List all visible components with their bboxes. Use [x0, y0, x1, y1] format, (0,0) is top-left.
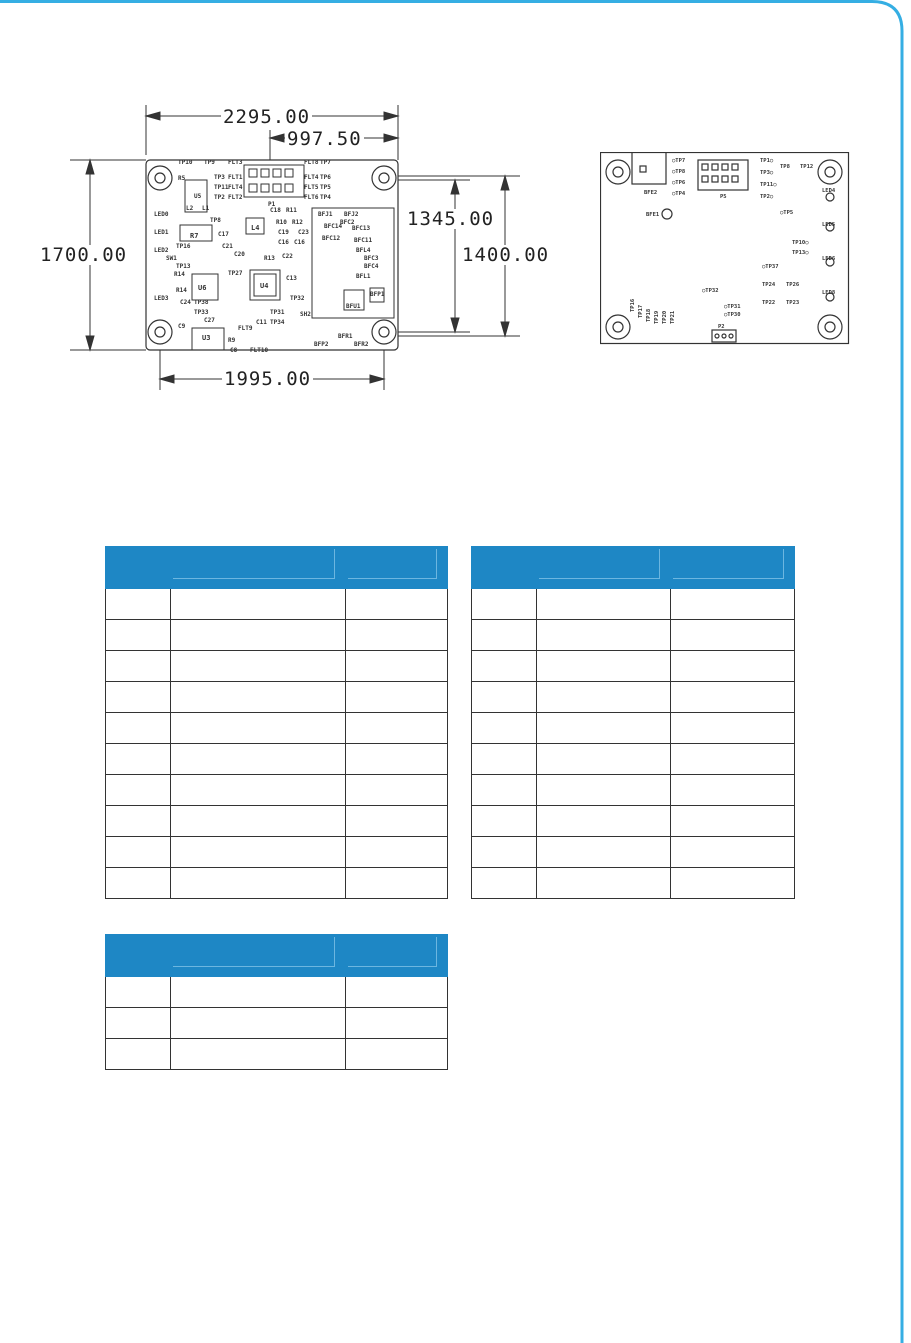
svg-text:BFC14: BFC14: [324, 223, 343, 230]
dimension-connector-offset: 997.50: [287, 128, 362, 150]
table-row: [106, 713, 448, 744]
table-cell: [170, 775, 345, 806]
svg-text:FLT5: FLT5: [304, 184, 319, 191]
svg-text:FLT2: FLT2: [228, 194, 243, 201]
svg-text:U3: U3: [202, 334, 211, 342]
dimension-total-height: 1700.00: [40, 244, 128, 266]
svg-text:TP33: TP33: [194, 309, 209, 316]
svg-text:BFP2: BFP2: [314, 341, 329, 348]
svg-text:LED5: LED5: [822, 222, 836, 228]
svg-text:○TP5: ○TP5: [780, 210, 794, 216]
table-cell: [170, 744, 345, 775]
svg-text:○TP6: ○TP6: [672, 180, 686, 186]
svg-text:C23: C23: [298, 229, 309, 236]
svg-text:BFC2: BFC2: [340, 219, 355, 226]
header-cell: [170, 935, 345, 977]
pin-table-bottom: [105, 934, 448, 1070]
table-cell: [472, 837, 537, 868]
svg-text:BFC3: BFC3: [364, 255, 379, 262]
svg-text:R11: R11: [286, 207, 297, 214]
svg-text:○TP8: ○TP8: [672, 169, 686, 175]
table-cell: [346, 620, 448, 651]
svg-text:TP16: TP16: [176, 243, 191, 250]
table-row: [106, 620, 448, 651]
svg-text:TP9: TP9: [204, 159, 215, 166]
table-header-row: [472, 547, 795, 589]
svg-text:TP27: TP27: [228, 270, 243, 277]
svg-text:C19: C19: [278, 229, 289, 236]
svg-text:BFC11: BFC11: [354, 237, 373, 244]
svg-text:TP24: TP24: [762, 282, 776, 288]
table-row: [106, 1039, 448, 1070]
header-cell: [536, 547, 671, 589]
table-cell: [346, 775, 448, 806]
table-row: [106, 775, 448, 806]
svg-text:TP2○: TP2○: [760, 194, 774, 200]
svg-text:R10: R10: [276, 219, 287, 226]
svg-text:○TP30: ○TP30: [724, 312, 741, 318]
svg-text:TP21: TP21: [670, 310, 676, 324]
svg-text:BFC4: BFC4: [364, 263, 379, 270]
table-cell: [106, 868, 171, 899]
svg-text:TP26: TP26: [786, 282, 800, 288]
svg-text:○TP31: ○TP31: [724, 304, 741, 310]
header-cell: [671, 547, 795, 589]
svg-text:L2: L2: [186, 205, 194, 212]
svg-text:TP6: TP6: [320, 174, 331, 181]
svg-text:TP31: TP31: [270, 309, 285, 316]
table-row: [106, 589, 448, 620]
table-cell: [671, 868, 795, 899]
table-cell: [536, 651, 671, 682]
svg-text:TP8: TP8: [210, 217, 221, 224]
svg-text:BFP1: BFP1: [370, 291, 385, 298]
svg-text:BFE2: BFE2: [644, 190, 658, 196]
table-row: [472, 589, 795, 620]
svg-text:TP10○: TP10○: [792, 240, 809, 246]
svg-text:TP20: TP20: [662, 310, 668, 324]
svg-text:TP34: TP34: [270, 319, 285, 326]
dimension-board-height: 1400.00: [462, 244, 550, 266]
svg-text:R7: R7: [190, 232, 199, 240]
svg-text:L4: L4: [251, 224, 260, 232]
table-header-row: [106, 935, 448, 977]
table-cell: [170, 868, 345, 899]
table-cell: [106, 977, 171, 1008]
table-row: [472, 775, 795, 806]
svg-text:TP13○: TP13○: [792, 250, 809, 256]
svg-text:C17: C17: [218, 231, 229, 238]
svg-text:U5: U5: [194, 193, 202, 200]
svg-text:U6: U6: [198, 284, 207, 292]
svg-text:TP11○: TP11○: [760, 182, 777, 188]
table-cell: [346, 1039, 448, 1070]
svg-text:FLT1: FLT1: [228, 174, 243, 181]
table-cell: [472, 620, 537, 651]
svg-text:C22: C22: [282, 253, 293, 260]
svg-text:TP3○: TP3○: [760, 170, 774, 176]
table-cell: [346, 651, 448, 682]
svg-text:FLT10: FLT10: [250, 347, 269, 354]
table-row: [472, 713, 795, 744]
svg-text:BFU1: BFU1: [346, 303, 361, 310]
table-cell: [472, 651, 537, 682]
svg-text:LED1: LED1: [154, 229, 169, 236]
svg-text:BFR1: BFR1: [338, 333, 353, 340]
svg-text:P5: P5: [720, 194, 727, 200]
table-cell: [671, 682, 795, 713]
table-cell: [170, 713, 345, 744]
svg-text:BFL4: BFL4: [356, 247, 371, 254]
table-cell: [536, 682, 671, 713]
table-row: [106, 651, 448, 682]
dimension-hole-span-vertical: 1345.00: [407, 208, 495, 230]
table-cell: [170, 1008, 345, 1039]
svg-text:TP32: TP32: [290, 295, 305, 302]
table-cell: [671, 589, 795, 620]
svg-text:TP8: TP8: [780, 164, 790, 170]
svg-text:BFJ1: BFJ1: [318, 211, 333, 218]
table-cell: [536, 775, 671, 806]
svg-text:C9: C9: [178, 323, 186, 330]
svg-text:TP11: TP11: [214, 184, 229, 191]
svg-text:L1: L1: [202, 205, 210, 212]
table-row: [106, 868, 448, 899]
header-cell: [106, 547, 171, 589]
table-cell: [106, 651, 171, 682]
table-cell: [346, 1008, 448, 1039]
table-cell: [106, 1008, 171, 1039]
table-cell: [472, 868, 537, 899]
table-cell: [346, 682, 448, 713]
svg-text:R5: R5: [178, 175, 186, 182]
table-row: [472, 651, 795, 682]
table-cell: [472, 744, 537, 775]
svg-text:P2: P2: [718, 324, 725, 330]
table-cell: [106, 682, 171, 713]
svg-text:○TP32: ○TP32: [702, 288, 719, 294]
table-row: [472, 682, 795, 713]
table-cell: [671, 775, 795, 806]
table-cell: [472, 806, 537, 837]
pin-table-right: [471, 546, 795, 899]
svg-text:TP17: TP17: [638, 304, 644, 318]
table-row: [106, 837, 448, 868]
table-cell: [170, 651, 345, 682]
svg-text:FLT6: FLT6: [304, 194, 319, 201]
header-cell: [106, 935, 171, 977]
svg-text:C16: C16: [294, 239, 305, 246]
svg-text:C27: C27: [204, 317, 215, 324]
svg-text:LED2: LED2: [154, 247, 169, 254]
bottom-view-drawing: [600, 152, 850, 352]
table-cell: [472, 682, 537, 713]
svg-text:BFC12: BFC12: [322, 235, 341, 242]
svg-text:U4: U4: [260, 282, 269, 290]
table-cell: [106, 837, 171, 868]
svg-text:C8: C8: [230, 347, 238, 354]
table-cell: [106, 589, 171, 620]
svg-text:LED3: LED3: [154, 295, 169, 302]
svg-text:TP7: TP7: [320, 159, 331, 166]
svg-text:FLT4: FLT4: [228, 184, 243, 191]
table-cell: [106, 806, 171, 837]
table-row: [106, 806, 448, 837]
table-cell: [170, 620, 345, 651]
table-cell: [346, 744, 448, 775]
table-row: [472, 837, 795, 868]
svg-text:FLT3: FLT3: [228, 159, 243, 166]
svg-text:BFR2: BFR2: [354, 341, 369, 348]
svg-text:C18: C18: [270, 207, 281, 214]
svg-text:SH2: SH2: [300, 311, 311, 318]
table-cell: [671, 620, 795, 651]
svg-text:TP1○: TP1○: [760, 158, 774, 164]
table-cell: [671, 837, 795, 868]
svg-text:C11: C11: [256, 319, 267, 326]
svg-text:○TP4: ○TP4: [672, 191, 686, 197]
table-cell: [346, 806, 448, 837]
dimension-total-width: 2295.00: [223, 106, 311, 128]
table-cell: [346, 977, 448, 1008]
svg-text:TP22: TP22: [762, 300, 776, 306]
svg-text:TP19: TP19: [654, 310, 660, 324]
svg-text:SW1: SW1: [166, 255, 177, 262]
table-header-row: [106, 547, 448, 589]
header-cell: [346, 935, 448, 977]
table-row: [106, 977, 448, 1008]
table-cell: [170, 977, 345, 1008]
svg-text:TP3: TP3: [214, 174, 225, 181]
svg-text:C16: C16: [278, 239, 289, 246]
table-cell: [346, 713, 448, 744]
table-cell: [346, 589, 448, 620]
svg-text:TP12: TP12: [800, 164, 814, 170]
svg-text:TP16: TP16: [630, 298, 636, 312]
table-cell: [536, 620, 671, 651]
table-row: [106, 1008, 448, 1039]
table-row: [472, 868, 795, 899]
svg-text:BFL1: BFL1: [356, 273, 371, 280]
svg-text:TP18: TP18: [646, 308, 652, 322]
table-row: [106, 744, 448, 775]
table-cell: [671, 806, 795, 837]
svg-text:FLT8: FLT8: [304, 159, 319, 166]
svg-text:○TP7: ○TP7: [672, 158, 686, 164]
table-cell: [536, 713, 671, 744]
header-cell: [472, 547, 537, 589]
table-cell: [346, 868, 448, 899]
table-cell: [671, 744, 795, 775]
table-cell: [671, 651, 795, 682]
table-cell: [170, 837, 345, 868]
table-cell: [536, 806, 671, 837]
table-cell: [536, 868, 671, 899]
table-row: [106, 682, 448, 713]
svg-text:TP38: TP38: [194, 299, 209, 306]
svg-text:TP10: TP10: [178, 159, 193, 166]
svg-text:TP23: TP23: [786, 300, 800, 306]
table-cell: [106, 744, 171, 775]
svg-text:BFJ2: BFJ2: [344, 211, 359, 218]
table-cell: [472, 775, 537, 806]
table-cell: [170, 1039, 345, 1070]
table-cell: [536, 744, 671, 775]
svg-text:○TP37: ○TP37: [762, 264, 779, 270]
table-cell: [671, 713, 795, 744]
svg-text:FLT4: FLT4: [304, 174, 319, 181]
svg-text:LED0: LED0: [154, 211, 169, 218]
svg-text:R14: R14: [174, 271, 185, 278]
svg-text:C21: C21: [222, 243, 233, 250]
table-row: [472, 620, 795, 651]
header-cell: [170, 547, 345, 589]
table-row: [472, 806, 795, 837]
table-cell: [170, 589, 345, 620]
svg-text:BFE1: BFE1: [646, 212, 660, 218]
table-cell: [170, 682, 345, 713]
table-cell: [106, 620, 171, 651]
svg-text:TP5: TP5: [320, 184, 331, 191]
table-row: [472, 744, 795, 775]
svg-text:R13: R13: [264, 255, 275, 262]
table-cell: [472, 713, 537, 744]
table-cell: [346, 837, 448, 868]
header-cell: [346, 547, 448, 589]
dimension-hole-span-horizontal: 1995.00: [224, 368, 312, 390]
table-cell: [170, 806, 345, 837]
table-cell: [106, 1039, 171, 1070]
svg-text:TP2: TP2: [214, 194, 225, 201]
svg-text:C20: C20: [234, 251, 245, 258]
svg-text:LED8: LED8: [822, 290, 836, 296]
table-cell: [536, 837, 671, 868]
svg-text:R9: R9: [228, 337, 236, 344]
table-cell: [106, 775, 171, 806]
svg-text:LED4: LED4: [822, 188, 836, 194]
table-cell: [106, 713, 171, 744]
table-cell: [472, 589, 537, 620]
svg-text:BFC13: BFC13: [352, 225, 371, 232]
svg-text:TP13: TP13: [176, 263, 191, 270]
svg-text:R14: R14: [176, 287, 187, 294]
svg-text:C24: C24: [180, 299, 191, 306]
svg-text:FLT9: FLT9: [238, 325, 253, 332]
table-cell: [536, 589, 671, 620]
svg-text:P1: P1: [268, 201, 276, 208]
pin-table-left: [105, 546, 448, 899]
svg-text:R12: R12: [292, 219, 303, 226]
svg-text:C13: C13: [286, 275, 297, 282]
svg-text:LED6: LED6: [822, 256, 836, 262]
svg-text:TP4: TP4: [320, 194, 331, 201]
